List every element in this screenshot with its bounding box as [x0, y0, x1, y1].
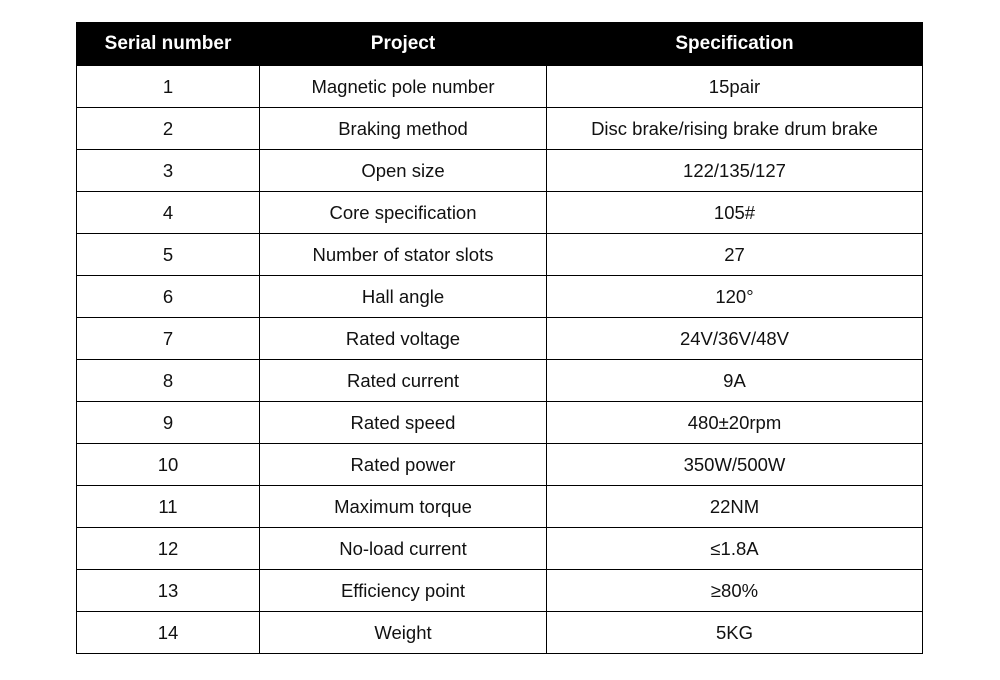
- specification-cell: Disc brake/rising brake drum brake: [547, 108, 923, 150]
- project-cell: Number of stator slots: [260, 234, 547, 276]
- specification-cell: 15pair: [547, 66, 923, 108]
- header-serial-number: Serial number: [77, 23, 260, 66]
- serial-number-cell: 10: [77, 444, 260, 486]
- serial-number-cell: 11: [77, 486, 260, 528]
- project-cell: Open size: [260, 150, 547, 192]
- project-cell: Weight: [260, 612, 547, 654]
- specification-cell: ≤1.8A: [547, 528, 923, 570]
- specification-cell: 5KG: [547, 612, 923, 654]
- table-row: [77, 444, 923, 486]
- serial-number-cell: 8: [77, 360, 260, 402]
- project-cell: Magnetic pole number: [260, 66, 547, 108]
- specification-cell: 27: [547, 234, 923, 276]
- serial-number-cell: 1: [77, 66, 260, 108]
- project-cell: Efficiency point: [260, 570, 547, 612]
- serial-number-cell: 2: [77, 108, 260, 150]
- serial-number-cell: 13: [77, 570, 260, 612]
- specification-cell: 120°: [547, 276, 923, 318]
- project-cell: No-load current: [260, 528, 547, 570]
- header-specification: Specification: [547, 23, 923, 66]
- specification-cell: 9A: [547, 360, 923, 402]
- specification-cell: ≥80%: [547, 570, 923, 612]
- serial-number-cell: 4: [77, 192, 260, 234]
- table-row: [77, 486, 923, 528]
- serial-number-cell: 9: [77, 402, 260, 444]
- table-row: [77, 234, 923, 276]
- header-project: Project: [260, 23, 547, 66]
- project-cell: Rated power: [260, 444, 547, 486]
- project-cell: Core specification: [260, 192, 547, 234]
- table-row: [77, 276, 923, 318]
- project-cell: Braking method: [260, 108, 547, 150]
- serial-number-cell: 7: [77, 318, 260, 360]
- specification-cell: 22NM: [547, 486, 923, 528]
- table-row: [77, 318, 923, 360]
- table-row: [77, 570, 923, 612]
- table-row: [77, 360, 923, 402]
- serial-number-cell: 14: [77, 612, 260, 654]
- serial-number-cell: 6: [77, 276, 260, 318]
- table-row: [77, 108, 923, 150]
- specification-cell: 105#: [547, 192, 923, 234]
- table-row: [77, 402, 923, 444]
- table-row: [77, 192, 923, 234]
- table-row: [77, 66, 923, 108]
- specification-cell: 24V/36V/48V: [547, 318, 923, 360]
- table-row: [77, 150, 923, 192]
- project-cell: Hall angle: [260, 276, 547, 318]
- project-cell: Rated current: [260, 360, 547, 402]
- table-header-row: [77, 23, 923, 66]
- serial-number-cell: 3: [77, 150, 260, 192]
- specification-table: [76, 22, 923, 654]
- specification-cell: 480±20rpm: [547, 402, 923, 444]
- project-cell: Maximum torque: [260, 486, 547, 528]
- specification-cell: 350W/500W: [547, 444, 923, 486]
- serial-number-cell: 12: [77, 528, 260, 570]
- project-cell: Rated voltage: [260, 318, 547, 360]
- table-row: [77, 612, 923, 654]
- table-row: [77, 528, 923, 570]
- specification-cell: 122/135/127: [547, 150, 923, 192]
- project-cell: Rated speed: [260, 402, 547, 444]
- serial-number-cell: 5: [77, 234, 260, 276]
